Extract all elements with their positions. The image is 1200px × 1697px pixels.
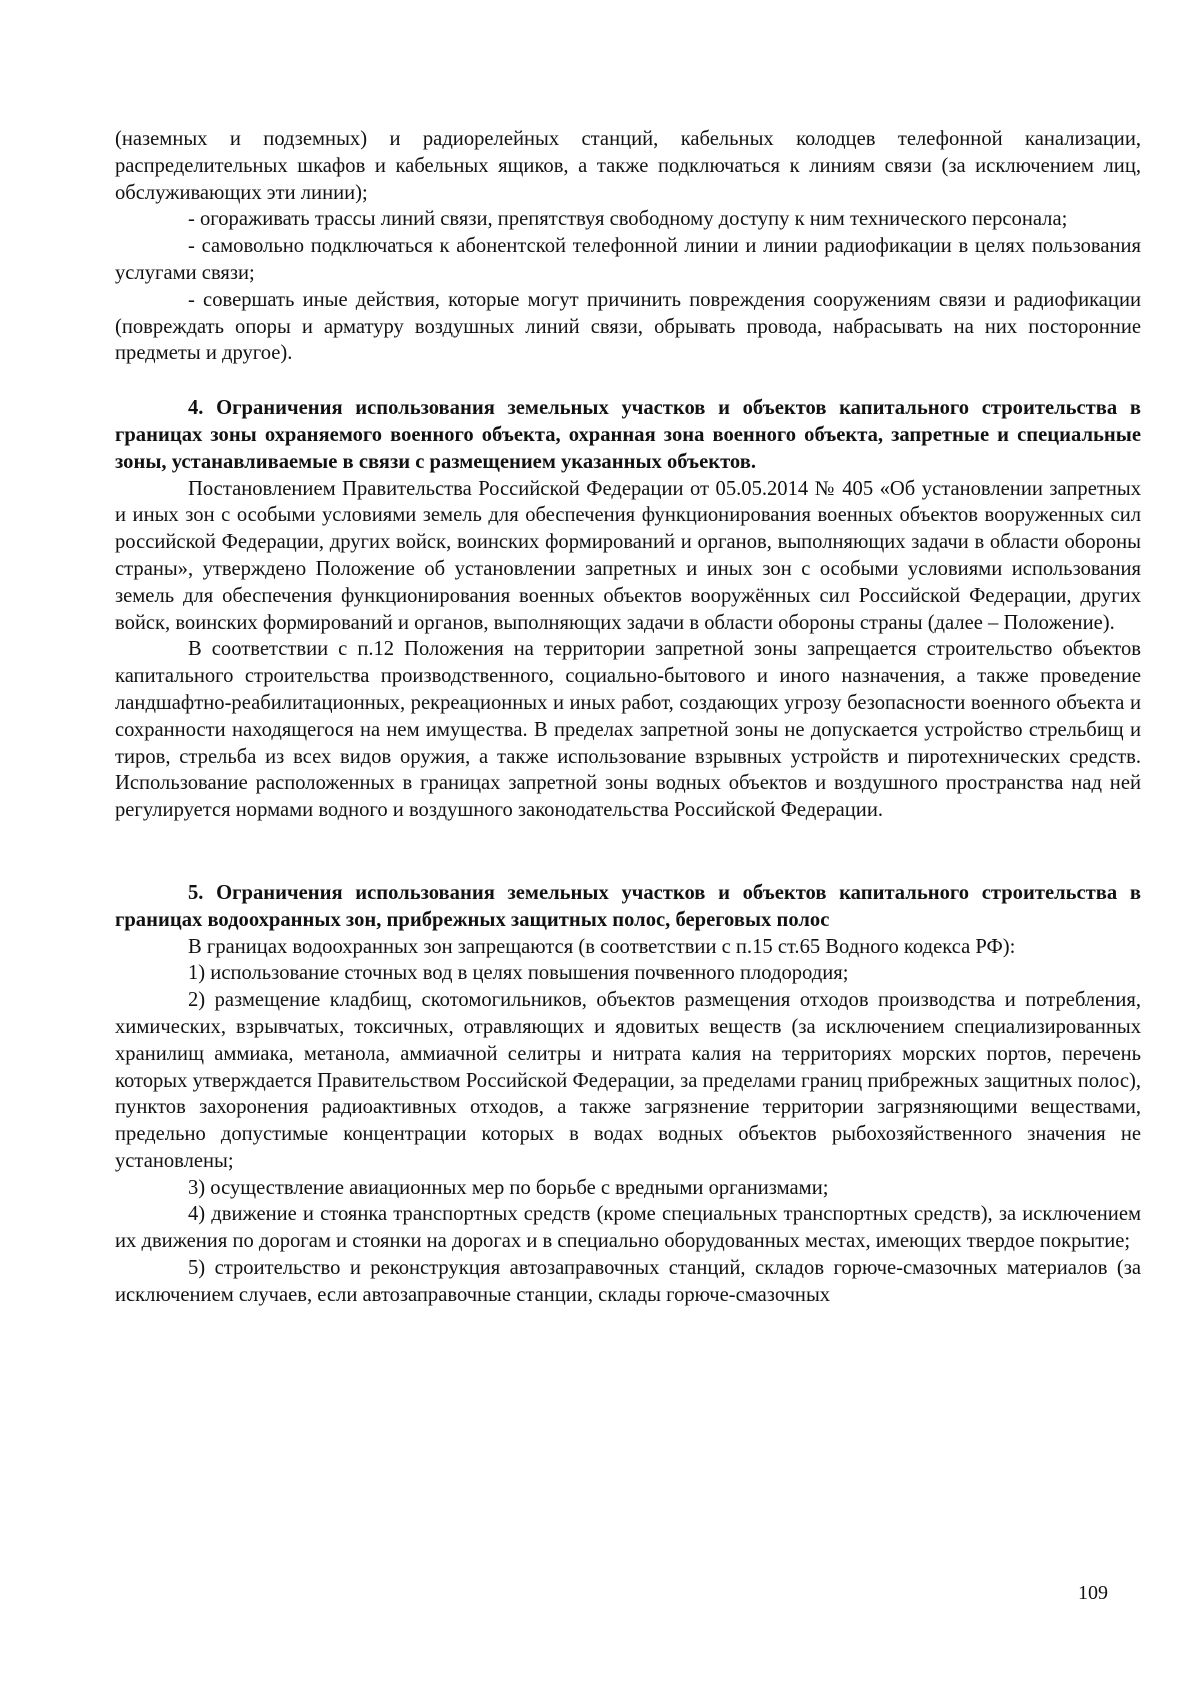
section-4-paragraph: Постановлением Правительства Российской Федерации от 05.05.2014 № 405 «Об установлении запретных и иных зон с особыми условиями земель для обеспечения функционирования военных объектов вооруженных сил российской Федерации, других войск, воинских формирований и органов, выполняющих задачи в области обороны страны», утверждено Положение об установлении запретных и иных зон с особыми условиями использования земель для обеспечения функционирования военных объектов вооружённых сил Российской Федерации, других войск, воинских формирований и органов, выполняющих задачи в области обороны страны (далее – Положение). <box>115 477 1141 634</box>
page-number: 109 <box>1078 1582 1108 1604</box>
list-item: 4) движение и стоянка транспортных средств (кроме специальных транспортных средств), за исключением их движения по дорогам и стоянки на дорогах и в специально оборудованных местах, имеющих твердое покрытие; <box>115 1203 1141 1253</box>
restriction-item: - самовольно подключаться к абонентской телефонной линии и линии радиофикации в целях пользования услугами связи; <box>115 235 1141 284</box>
section-4-heading: 4. Ограничения использования земельных участков и объектов капитального строительства в границах зоны охраняемого военного объекта, охранная зона военного объекта, запретные и специальные зоны, устанавливаемые в связи с размещением указанных объектов. <box>115 397 1141 473</box>
restriction-item: - совершать иные действия, которые могут причинить повреждения сооружениям связи и радиофикации (повреждать опоры и арматуру воздушных линий связи, обрывать провода, набрасывать на них посторонние предметы и другое). <box>115 288 1141 365</box>
restriction-item: - огораживать трассы линий связи, препятствуя свободному доступу к ним технического персонала; <box>188 208 1068 231</box>
document-page-body <box>115 126 1141 1309</box>
list-item: 3) осуществление авиационных мер по борьбе с вредными организмами; <box>188 1176 829 1199</box>
list-item: 1) использование сточных вод в целях повышения почвенного плодородия; <box>188 962 849 985</box>
section-5-heading: 5. Ограничения использования земельных участков и объектов капитального строительства в границах водоохранных зон, прибрежных защитных полос, береговых полос <box>115 881 1141 931</box>
continuation-paragraph: (наземных и подземных) и радиорелейных станций, кабельных колодцев телефонной канализации, распределительных шкафов и кабельных ящиков, а также подключаться к линиям связи (за исключением лиц, обслуживающих эти линии); <box>115 128 1141 204</box>
list-item: 5) строительство и реконструкция автозаправочных станций, складов горюче-смазочных материалов (за исключением случаев, если автозаправочные станции, склады горюче-смазочных <box>115 1257 1141 1306</box>
section-5-intro: В границах водоохранных зон запрещаются (в соответствии с п.15 ст.65 Водного кодекса РФ): <box>188 935 1016 958</box>
list-item: 2) размещение кладбищ, скотомогильников, объектов размещения отходов производства и потребления, химических, взрывчатых, токсичных, отравляющих и ядовитых веществ (за исключением специализированных хранилищ аммиака, метанола, аммиачной селитры и нитрата калия на территориях морских портов, перечень которых утверждается Правительством Российской Федерации, за пределами границ прибрежных защитных полос), пунктов захоронения радиоактивных отходов, а также загрязнение территории загрязняющими веществами, предельно допустимые концентрации которых в водах водных объектов рыбохозяйственного значения не установлены; <box>115 989 1141 1172</box>
section-4-paragraph: В соответствии с п.12 Положения на территории запретной зоны запрещается строительство объектов капитального строительства производственного, социально-бытового и иного назначения, а также проведение ландшафтно-реабилитационных, рекреационных и иных работ, создающих угрозу безопасности военного объекта и сохранности находящегося на нем имущества. В пределах запретной зоны не допускается устройство стрельбищ и тиров, стрельба из всех видов оружия, а также использование взрывных устройств и пиротехнических средств. Использование расположенных в границах запретной зоны водных объектов и воздушного пространства над ней регулируется нормами водного и воздушного законодательства Российской Федерации. <box>115 638 1141 822</box>
